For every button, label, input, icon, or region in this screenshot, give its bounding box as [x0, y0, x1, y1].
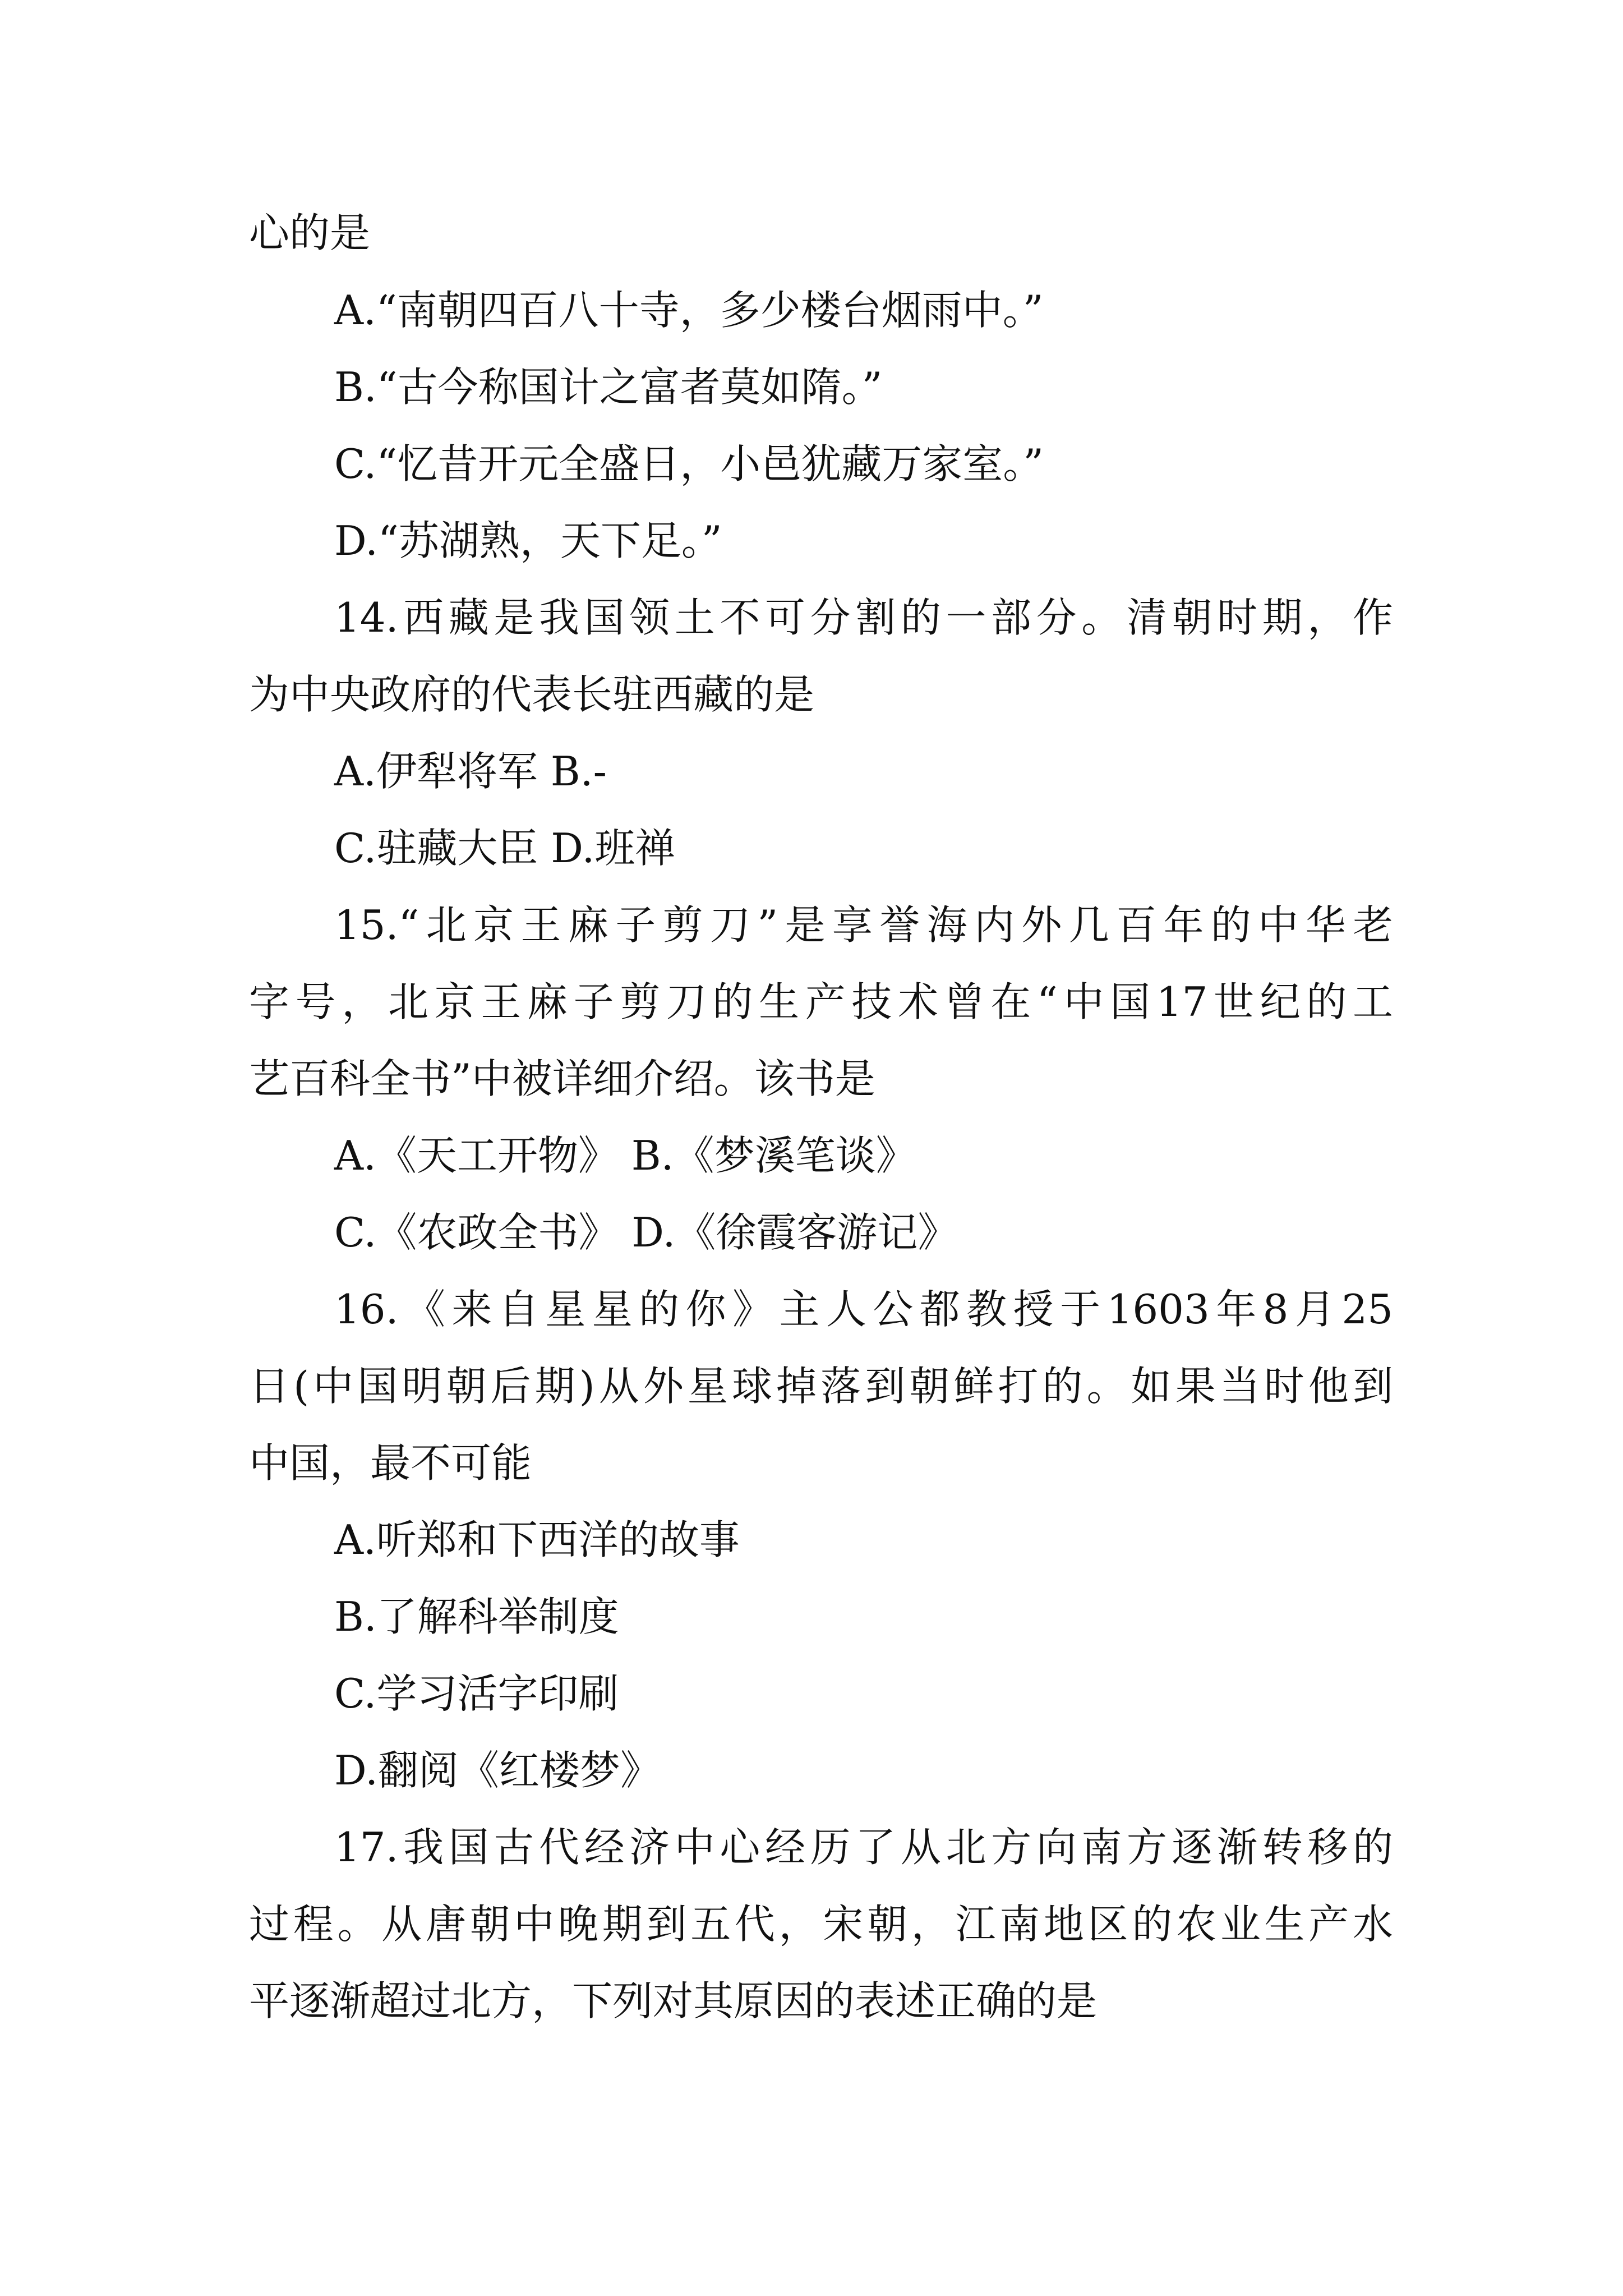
- line-q16-option-c: C.学习活字印刷: [334, 1670, 619, 1717]
- line-q15-stem-3: 艺百科全书”中被详细介绍。该书是: [249, 1055, 875, 1102]
- line-q16-option-d: D.翻阅《红楼梦》: [334, 1747, 661, 1794]
- line-q16-stem-3: 中国，最不可能: [249, 1439, 532, 1487]
- line-q14-options-cd: C.驻藏大臣 D.班禅: [334, 825, 676, 872]
- line-q14-options-ab: A.伊犁将军 B.-: [334, 748, 607, 795]
- line-q16-stem-1: 16.《来自星星的你》主人公都教授于1603年8月25: [334, 1286, 1393, 1333]
- line-q14-stem-2: 为中央政府的代表长驻西藏的是: [249, 671, 815, 718]
- line-q13-option-d: D.“苏湖熟，天下足。”: [334, 517, 722, 564]
- line-q17-stem-2: 过程。从唐朝中晚期到五代，宋朝，江南地区的农业生产水: [249, 1901, 1393, 1948]
- line-q14-stem-1: 14.西藏是我国领土不可分割的一部分。清朝时期，作: [334, 594, 1393, 641]
- line-q15-options-ab: A.《天工开物》 B.《梦溪笔谈》: [334, 1132, 916, 1179]
- line-q13-option-b: B.“古今称国计之富者莫如隋。”: [334, 364, 883, 411]
- line-q17-stem-1: 17.我国古代经济中心经历了从北方向南方逐渐转移的: [334, 1824, 1393, 1871]
- line-q15-options-cd: C.《农政全书》 D.《徐霞客游记》: [334, 1209, 958, 1256]
- line-q15-stem-1: 15.“北京王麻子剪刀”是享誉海内外几百年的中华老: [334, 901, 1393, 949]
- line-q16-option-b: B.了解科举制度: [334, 1593, 619, 1640]
- line-q15-stem-2: 字号，北京王麻子剪刀的生产技术曾在“中国17世纪的工: [249, 978, 1393, 1025]
- line-q16-stem-2: 日(中国明朝后期)从外星球掉落到朝鲜打的。如果当时他到: [249, 1363, 1393, 1410]
- line-q13-option-a: A.“南朝四百八十寺，多少楼台烟雨中。”: [334, 287, 1044, 334]
- line-q13-stem-end: 心的是: [249, 209, 371, 256]
- line-q13-option-c: C.“忆昔开元全盛日，小邑犹藏万家室。”: [334, 440, 1044, 487]
- line-q17-stem-3: 平逐渐超过北方，下列对其原因的表述正确的是: [249, 1977, 1098, 2024]
- line-q16-option-a: A.听郑和下西洋的故事: [334, 1516, 740, 1563]
